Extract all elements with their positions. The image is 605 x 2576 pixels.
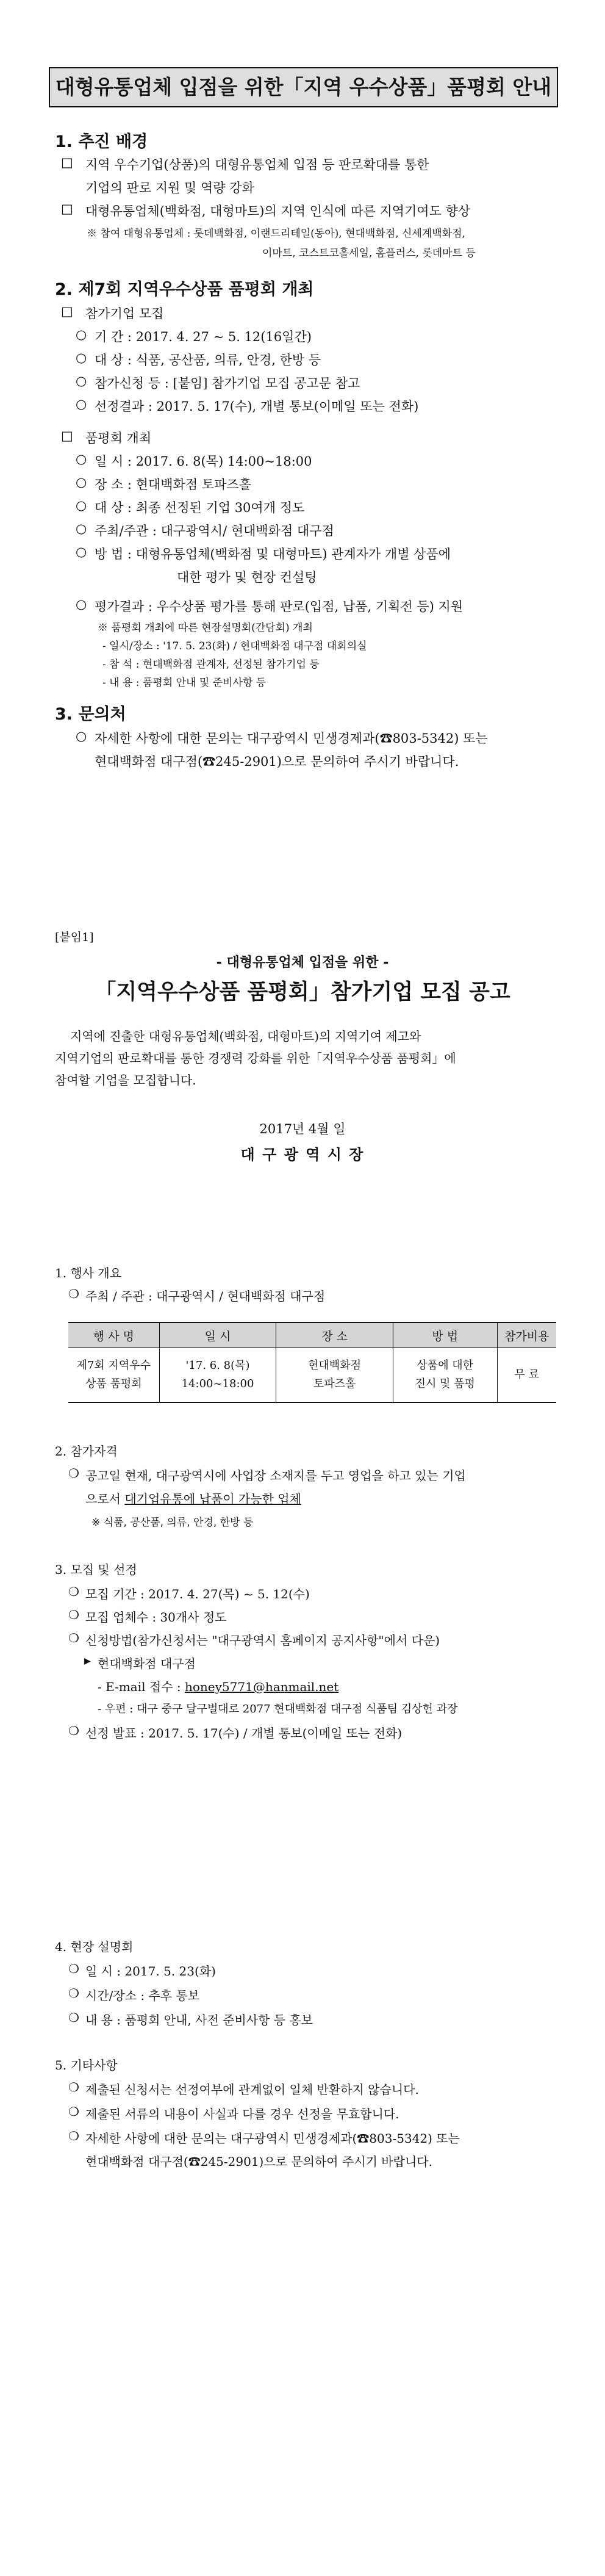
recruit-period-2: 모집 기간 : 2017. 4. 27(목) ~ 5. 12(수) [85, 1587, 310, 1601]
recruit-count: 모집 업체수 : 30개사 정도 [85, 1610, 227, 1625]
section-heading-overview: 1. 행사 개요 [55, 1266, 122, 1280]
intro-line-2: 지역기업의 판로확대를 통한 경쟁력 강화를 위한「지역우수상품 품평회」에 [55, 1051, 456, 1066]
recruit-apply: 참가신청 등 : [붙임] 참가기업 모집 공고문 참고 [95, 376, 360, 391]
etc-line-2: 제출된 서류의 내용이 사실과 다를 경우 선정을 무효합니다. [85, 2107, 399, 2121]
event-method: 방 법 : 대형유통업체(백화점 및 대형마트) 관계자가 개별 상품에 [95, 547, 451, 561]
section-heading-recruit: 3. 모집 및 선정 [55, 1562, 137, 1577]
event-method-cont: 대한 평가 및 현장 컨설팅 [177, 570, 317, 585]
background-item-2: 대형유통업체(백화점, 대형마트)의 지역 인식에 따른 지역기여도 향상 [85, 204, 471, 218]
circle-bullet-icon: ○ [76, 597, 87, 612]
attachment-label: [붙임1] [55, 931, 94, 944]
briefing-date: 일 시 : 2017. 5. 23(화) [85, 1964, 216, 1979]
circle-bullet-icon: ❍ [68, 1286, 79, 1301]
contact-line-1: 자세한 사항에 대한 문의는 대구광역시 민생경제과(☎803-5342) 또는 [95, 731, 488, 746]
circle-bullet-icon: ❍ [68, 1631, 79, 1645]
section-heading-contact: 3. 문의처 [55, 705, 126, 724]
square-bullet-icon: □ [61, 155, 73, 170]
section-heading-event: 2. 제7회 지역우수상품 품평회 개최 [55, 280, 314, 299]
eligibility-note: ※ 식품, 공산품, 의류, 안경, 한방 등 [91, 1517, 254, 1529]
background-item-1: 지역 우수기업(상품)의 대형유통업체 입점 등 판로확대를 통한 [85, 157, 429, 172]
recruit-mail: - 우편 : 대구 중구 달구벌대로 2077 현대백화점 대구점 식품팀 김상헌 과장 [98, 1703, 458, 1716]
sub-heading-event: 품평회 개최 [85, 431, 152, 446]
page-title: 대형유통업체 입점을 위한「지역 우수상품」품평회 안내 [49, 67, 558, 107]
circle-bullet-icon: ○ [76, 350, 87, 365]
circle-bullet-icon: ○ [76, 544, 87, 559]
circle-bullet-icon: ❍ [68, 1584, 79, 1599]
triangle-bullet-icon: ▶ [84, 1656, 91, 1666]
email-link[interactable]: honey5771@hanmail.net [184, 1679, 339, 1694]
event-host: 주최/주관 : 대구광역시/ 현대백화점 대구점 [95, 524, 334, 538]
recruit-period: 기 간 : 2017. 4. 27 ~ 5. 12(16일간) [95, 330, 312, 344]
pre-meeting-attendees: - 참 석 : 현대백화점 관계자, 선정된 참가기업 등 [102, 658, 320, 671]
pre-meeting-date: - 일시/장소 : '17. 5. 23(화) / 현대백화점 대구점 대회의실 [102, 640, 367, 652]
circle-bullet-icon: ○ [76, 397, 87, 411]
table-row [68, 1348, 556, 1403]
table-header: 일 시 [159, 1322, 276, 1348]
etc-line-4: 현대백화점 대구점(☎245-2901)으로 문의하여 주시기 바랍니다. [85, 2154, 432, 2169]
circle-bullet-icon: ❍ [68, 2129, 79, 2143]
overview-host: 주최 / 주관 : 대구광역시 / 현대백화점 대구점 [85, 1289, 326, 1304]
briefing-content: 내 용 : 품평회 안내, 사전 준비사항 등 홍보 [85, 2013, 313, 2027]
circle-bullet-icon: ○ [76, 729, 87, 743]
event-place: 장 소 : 현대백화점 토파즈홀 [95, 477, 251, 492]
circle-bullet-icon: ❍ [68, 1961, 79, 1976]
recruit-result: 선정결과 : 2017. 5. 17(수), 개별 통보(이메일 또는 전화) [95, 399, 419, 414]
recruit-announce: 선정 발표 : 2017. 5. 17(수) / 개별 통보(이메일 또는 전화) [85, 1726, 403, 1741]
circle-bullet-icon: ❍ [68, 1466, 79, 1481]
circle-bullet-icon: ❍ [68, 2080, 79, 2094]
notice-issuer: 대 구 광 역 시 장 [240, 1145, 365, 1163]
table-header: 행 사 명 [68, 1322, 159, 1348]
recruit-target: 대 상 : 식품, 공산품, 의류, 안경, 한방 등 [95, 353, 321, 367]
circle-bullet-icon: ❍ [68, 1607, 79, 1622]
eligibility-line-1: 공고일 현재, 대구광역시에 사업장 소재지를 두고 영업을 하고 있는 기업 [85, 1468, 466, 1483]
pre-meeting-note: ※ 품평회 개최에 따른 현장설명회(간담회) 개최 [98, 622, 313, 634]
etc-line-3: 자세한 사항에 대한 문의는 대구광역시 민생경제과(☎803-5342) 또는 [85, 2131, 460, 2146]
section-heading-etc: 5. 기타사항 [55, 2058, 118, 2073]
intro-line-3: 참여할 기업을 모집합니다. [55, 1073, 196, 1088]
circle-bullet-icon: ❍ [68, 2104, 79, 2119]
pre-meeting-content: - 내 용 : 품평회 안내 및 준비사항 등 [102, 677, 267, 689]
circle-bullet-icon: ○ [76, 452, 87, 466]
event-date: 일 시 : 2017. 6. 8(목) 14:00~18:00 [95, 454, 312, 469]
table-cell-where: 현대백화점 토파즈홀 [276, 1348, 393, 1403]
sub-heading-recruit: 참가기업 모집 [85, 306, 164, 321]
circle-bullet-icon: ○ [76, 498, 87, 513]
recruit-email-line: - E-mail 접수 : honey5771@hanmail.net [98, 1679, 339, 1694]
participant-note-cont: 이마트, 코스트코홀세일, 홈플러스, 롯데마트 등 [262, 247, 476, 259]
table-header: 참가비용 [497, 1322, 556, 1348]
table-header: 방 법 [393, 1322, 497, 1348]
square-bullet-icon: □ [61, 428, 73, 443]
table-header-row [68, 1322, 556, 1348]
notice-date: 2017년 4월 일 [259, 1122, 346, 1136]
event-overview-table [68, 1322, 556, 1403]
square-bullet-icon: □ [61, 201, 73, 216]
participant-note: ※ 참여 대형유통업체 : 롯데백화점, 이랜드리테일(동아), 현대백화점, 신세계백화점, [87, 228, 465, 240]
contact-line-2: 현대백화점 대구점(☎245-2901)으로 문의하여 주시기 바랍니다. [95, 754, 459, 769]
circle-bullet-icon: ❍ [68, 1723, 79, 1738]
briefing-time: 시간/장소 : 추후 통보 [85, 1988, 200, 2003]
circle-bullet-icon: ○ [76, 373, 87, 388]
notice-title: 「지역우수상품 품평회」참가기업 모집 공고 [95, 980, 510, 1005]
circle-bullet-icon: ❍ [68, 1986, 79, 2001]
recruit-dept: 현대백화점 대구점 [98, 1656, 196, 1671]
circle-bullet-icon: ❍ [68, 2010, 79, 2025]
table-cell-name: 제7회 지역우수 상품 품평회 [68, 1348, 159, 1403]
intro-line-1: 지역에 진출한 대형유통업체(백화점, 대형마트)의 지역기여 제고와 [70, 1029, 421, 1044]
table-cell-how: 상품에 대한 진시 및 품평 [393, 1348, 497, 1403]
table-cell-fee: 무 료 [497, 1348, 556, 1403]
section-heading-eligibility: 2. 참가자격 [55, 1444, 118, 1459]
section-heading-briefing: 4. 현장 설명회 [55, 1939, 134, 1954]
etc-line-1: 제출된 신청서는 선정여부에 관계없이 일체 반환하지 않습니다. [85, 2082, 419, 2097]
event-eval: 평가결과 : 우수상품 평가를 통해 판로(입점, 납품, 기획전 등) 지원 [95, 599, 464, 614]
circle-bullet-icon: ○ [76, 327, 87, 342]
recruit-method: 신청방법(참가신청서는 "대구광역시 홈페이지 공지사항"에서 다운) [85, 1633, 440, 1648]
section-heading-background: 1. 추진 배경 [55, 132, 148, 151]
event-target: 대 상 : 최종 선정된 기업 30여개 정도 [95, 500, 305, 515]
notice-subtitle: - 대형유통업체 입점을 위한 - [216, 955, 389, 970]
table-header: 장 소 [276, 1322, 393, 1348]
table-cell-when: '17. 6. 8(목) 14:00~18:00 [159, 1348, 276, 1403]
background-item-1-cont: 기업의 판로 지원 및 역량 강화 [85, 181, 254, 195]
eligibility-line-2: 으로서 대기업유통에 납품이 가능한 업체 [85, 1492, 301, 1506]
circle-bullet-icon: ○ [76, 521, 87, 536]
circle-bullet-icon: ○ [76, 475, 87, 489]
square-bullet-icon: □ [61, 304, 73, 319]
